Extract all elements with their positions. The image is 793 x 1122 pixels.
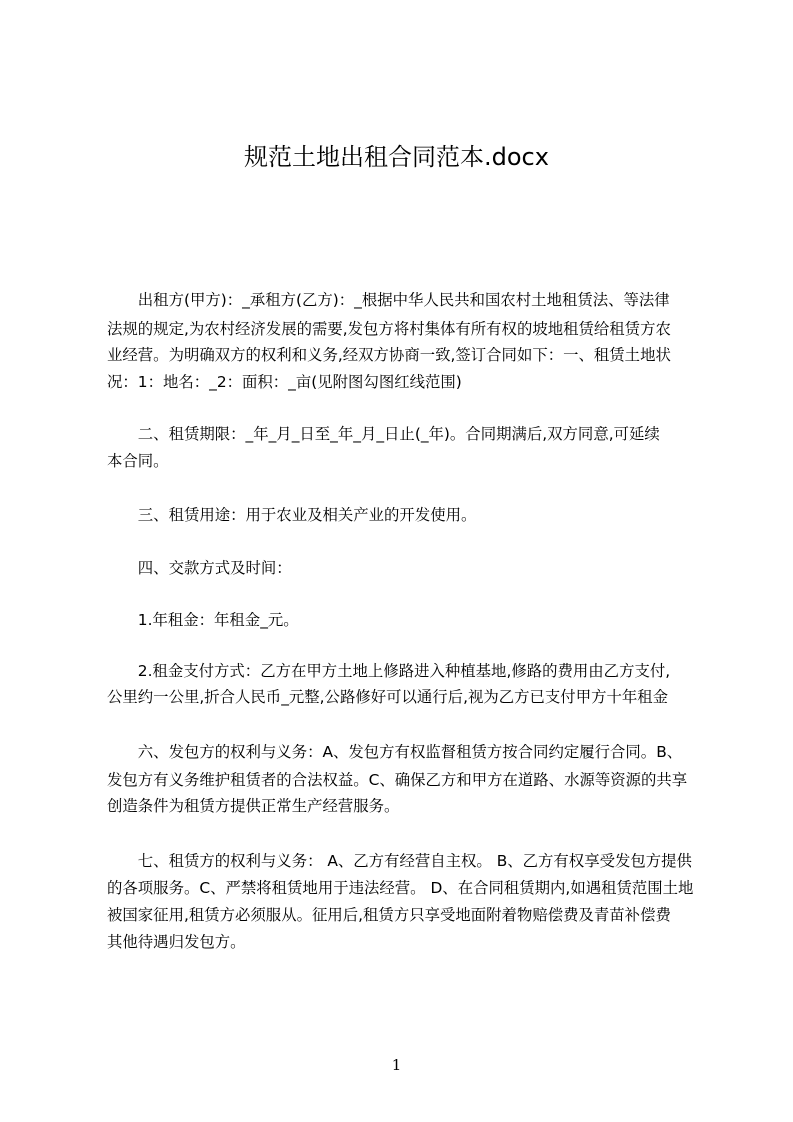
- paragraph-line: 公里约一公里,折合人民币_元整,公路修好可以通行后,视为乙方已支付甲方十年租金: [107, 688, 669, 706]
- paragraph-line: 发包方有义务维护租赁者的合法权益。C、确保乙方和甲方在道路、水源等资源的共享: [107, 771, 688, 789]
- paragraph-line: 法规的规定,为农村经济发展的需要,发包方将村集体有所有权的坡地租赁给租赁方农: [107, 320, 671, 338]
- paragraph-line: 被国家征用,租赁方必须服从。征用后,租赁方只享受地面附着物赔偿费及青苗补偿费: [107, 906, 671, 924]
- paragraph-line: 出租方(甲方)：_承租方(乙方)：_根据中华人民共和国农村土地租赁法、等法律: [107, 291, 670, 309]
- paragraph-line: 七、租赁方的权利与义务： A、乙方有经营自主权。 B、乙方有权享受发包方提供: [107, 852, 692, 870]
- paragraph-line: 创造条件为租赁方提供正常生产经营服务。: [107, 797, 400, 815]
- paragraph-line: 二、租赁期限：_年_月_日至_年_月_日止(_年)。合同期满后,双方同意,可延续: [107, 425, 660, 443]
- paragraph-line: 况：1：地名：_2：面积：_亩(见附图勾图红线范围): [107, 373, 462, 391]
- paragraph-line: 2.租金支付方式：乙方在甲方土地上修路进入种植基地,修路的费用由乙方支付,: [107, 662, 671, 680]
- paragraph-line: 三、租赁用途：用于农业及相关产业的开发使用。: [107, 506, 477, 524]
- paragraph-line: 本合同。: [107, 452, 169, 470]
- paragraph-line: 业经营。为明确双方的权利和义务,经双方协商一致,签订合同如下：一、租赁土地状: [107, 346, 671, 364]
- paragraph-line: 四、交款方式及时间：: [107, 559, 292, 577]
- paragraph-line: 1.年租金：年租金_元。: [107, 611, 299, 629]
- paragraph-line: 其他待遇归发包方。: [107, 933, 246, 951]
- document-title: 规范土地出租合同范本.docx: [244, 143, 549, 171]
- paragraph-line: 的各项服务。C、严禁将租赁地用于违法经营。 D、在合同租赁期内,如遇租赁范围土地: [107, 879, 694, 897]
- paragraph-line: 六、发包方的权利与义务：A、发包方有权监督租赁方按合同约定履行合同。B、: [107, 743, 683, 761]
- page-number: 1: [391, 1056, 402, 1074]
